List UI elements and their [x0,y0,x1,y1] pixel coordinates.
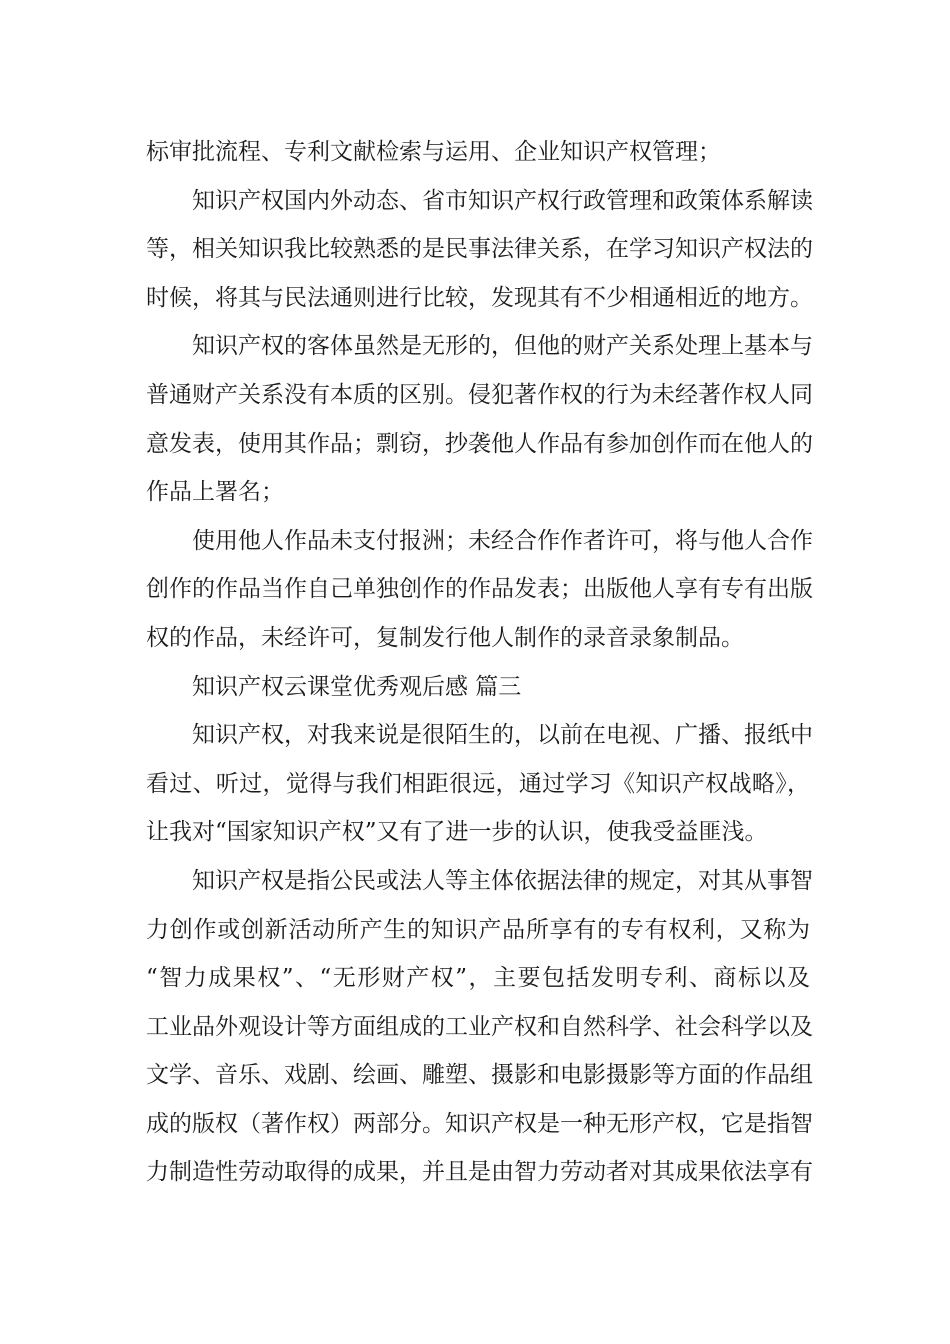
text-line: 成的版权（著作权）两部分。知识产权是一种无形产权，它是指智 [146,1110,813,1137]
text-line: 标审批流程、专利文献检索与运用、企业知识产权管理； [146,139,721,165]
document-body [146,128,813,1197]
text-line: 看过、听过，觉得与我们相距很远，通过学习《知识产权战略》， [146,770,810,797]
text-line: 作品上署名； [146,479,284,506]
text-line: 普通财产关系没有本质的区别。侵犯著作权的行为未经著作权人同 [146,381,813,408]
text-line: 创作的作品当作自己单独创作的作品发表；出版他人享有专有出版 [146,576,813,603]
paragraph-first-line: 使用他人作品未支付报洲；未经合作作者许可，将与他人合作 [192,527,813,554]
paragraph-first-line: 知识产权国内外动态、省市知识产权行政管理和政策体系解读 [192,187,813,214]
paragraph-first-line: 知识产权的客体虽然是无形的，但他的财产关系处理上基本与 [192,333,813,360]
section-heading: 知识产权云课堂优秀观后感 篇三 [192,673,522,700]
paragraph-first-line: 知识产权，对我来说是很陌生的，以前在电视、广播、报纸中 [192,722,813,749]
text-line: “智力成果权”、“无形财产权”，主要包括发明专利、商标以及 [146,965,810,992]
text-line: 让我对“国家知识产权”又有了进一步的认识，使我受益匪浅。 [146,819,768,846]
text-line: 文学、音乐、戏剧、绘画、雕塑、摄影和电影摄影等方面的作品组 [146,1062,813,1089]
text-line: 力制造性劳动取得的成果，并且是由智力劳动者对其成果依法享有 [146,1159,813,1186]
text-line: 等，相关知识我比较熟悉的是民事法律关系，在学习知识产权法的 [146,236,813,263]
text-line: 意发表，使用其作品；剽窃，抄袭他人作品有参加创作而在他人的 [146,430,813,457]
text-line: 工业品外观设计等方面组成的工业产权和自然科学、社会科学以及 [146,1013,813,1040]
paragraph-first-line: 知识产权是指公民或法人等主体依据法律的规定，对其从事智 [192,867,813,894]
text-line: 力创作或创新活动所产生的知识产品所享有的专有权利，又称为 [146,916,810,943]
text-line: 权的作品，未经许可，复制发行他人制作的录音录象制品。 [146,624,744,651]
text-line: 时候，将其与民法通则进行比较，发现其有不少相通相近的地方。 [146,284,813,311]
